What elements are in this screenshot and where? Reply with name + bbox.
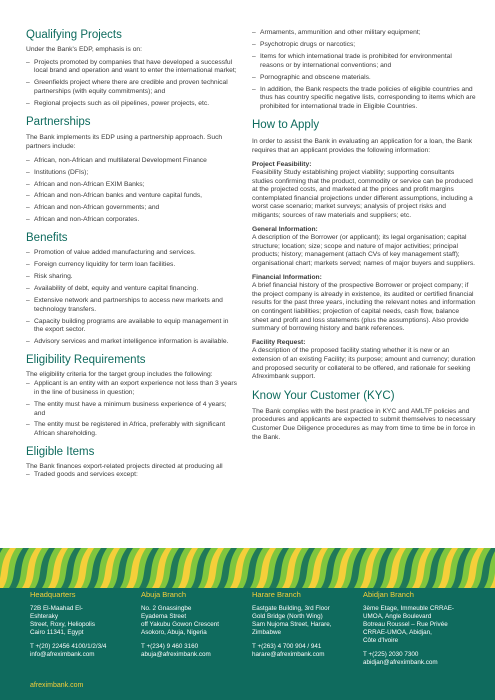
office-address-line: Zimbabwe bbox=[252, 629, 282, 636]
office-name: Abidjan Branch bbox=[363, 590, 414, 599]
list-item: – The entity must be registered in Africa, preferably with significant African shareholding. bbox=[26, 421, 238, 438]
office-address-line: Sam Nujoma Street, Harare, bbox=[252, 621, 332, 628]
right-column bbox=[252, 0, 476, 442]
office-phone: T +(20) 22456 4100/1/2/3/4 bbox=[30, 643, 107, 650]
office-address-line: UMOA, Angle Boulevard bbox=[363, 613, 432, 620]
office-address-line: Gold Bridge (North Wing) bbox=[252, 613, 323, 620]
project-feasibility-body: Feasibility Study establishing project viability; supporting consultants studies confirming that the product, commodity or service can be produced at the projected costs, and marketed at the prices and profit margins contemplated financial projections under different assumptions, including a worst case scenario; market surveys; analysis of project risks and mitigants; sources of raw materials and suppliers; etc. bbox=[252, 169, 473, 220]
list-item: – Institutions (DFIs); bbox=[26, 169, 238, 178]
list-item: – The entity must have a minimum business experience of 4 years; and bbox=[26, 401, 238, 418]
office-address-line: off Yakubu Gowon Crescent bbox=[141, 621, 220, 628]
benefits-list bbox=[26, 249, 238, 347]
facility-request-heading: Facility Request: bbox=[252, 338, 306, 346]
list-item: – African and non-African EXIM Banks; bbox=[26, 181, 238, 190]
office-address-line: Eastgate Building, 3rd Floor bbox=[252, 605, 330, 612]
list-item: – African, non-African and multilateral Development Finance bbox=[26, 157, 238, 166]
office-address-line: CRRAE-UMOA, Abidjan, bbox=[363, 629, 432, 636]
office-address-line: Eyadema Street bbox=[141, 613, 187, 620]
general-information-body: A description of the Borrower (or applicant); its legal organisation; capital structure; location; size; scope and nature of major activities; principal products; history; management (attach CVs of key management staff); organisational chart; markets served; names of major buyers and suppliers. bbox=[252, 234, 476, 268]
partnerships-intro: The Bank implements its EDP using a partnership approach. Such partners include: bbox=[26, 134, 223, 150]
office-phone: T +(225) 2030 7300 bbox=[363, 651, 419, 658]
office-address-line: Street, Roxy, Heliopolis bbox=[30, 621, 95, 628]
partnerships-list bbox=[26, 157, 238, 226]
decorative-stripes bbox=[0, 548, 495, 588]
office-email-link[interactable]: abidjan@afreximbank.com bbox=[363, 659, 438, 666]
qualifying-projects-heading: Qualifying Projects bbox=[26, 29, 122, 41]
eligibility-intro: The eligibility criteria for the target group includes the following: bbox=[26, 370, 213, 378]
office-address-line: Cairo 11341, Egypt bbox=[30, 629, 84, 636]
office-name: Harare Branch bbox=[252, 590, 301, 599]
list-item: – Availability of debt, equity and venture capital financing. bbox=[26, 285, 238, 294]
kyc-heading: Know Your Customer (KYC) bbox=[252, 389, 395, 402]
list-item: – Armaments, ammunition and other military equipment; bbox=[252, 29, 476, 38]
eligible-items-intro: The Bank finances export-related projects directed at producing all bbox=[26, 462, 223, 470]
office-address-line: 3ème Etage, Immeuble CRRAE- bbox=[363, 605, 454, 612]
eligibility-heading: Eligibility Requirements bbox=[26, 353, 146, 366]
list-item: – Regional projects such as oil pipelines, power projects, etc. bbox=[26, 100, 238, 109]
list-item: – African and non-African banks and venture capital funds, bbox=[26, 192, 238, 201]
kyc-body: The Bank complies with the best practice in KYC and AMLTF policies and procedures and applicants are expected to submit themselves to necessary Customer Due Diligence procedures as may from time to time be in force in the Bank. bbox=[252, 407, 476, 441]
list-item: – African and non-African governments; and bbox=[26, 204, 238, 213]
office-address-line: Asokoro, Abuja, Nigeria bbox=[141, 629, 207, 636]
office-name: Headquarters bbox=[30, 590, 76, 599]
office-email-link[interactable]: info@afreximbank.com bbox=[30, 651, 95, 658]
office-email-link[interactable]: harare@afreximbank.com bbox=[252, 651, 325, 658]
eligible-items-list bbox=[26, 471, 238, 480]
how-to-apply-intro: In order to assist the Bank in evaluating an application for a loan, the Bank requires that an applicant provides the following information: bbox=[252, 138, 473, 154]
partnerships-heading: Partnerships bbox=[26, 116, 91, 129]
list-item: – African and non-African corporates. bbox=[26, 216, 238, 225]
list-item: – Promotion of value added manufacturing and services. bbox=[26, 249, 238, 258]
qualifying-intro: Under the Bank's EDP, emphasis is on: bbox=[26, 46, 143, 53]
list-item: – Extensive network and partnerships to access new markets and technology transfers. bbox=[26, 297, 238, 314]
project-feasibility-heading: Project Feasibility: bbox=[252, 160, 312, 168]
office-address-line: Côte d'Ivoire bbox=[363, 637, 399, 644]
list-item: – Psychotropic drugs or narcotics; bbox=[252, 41, 476, 50]
list-item: – In addition, the Bank respects the trade policies of eligible countries and thus has country specific negative lists, corresponding to items which are prohibited for international trade in Eligible Countries. bbox=[252, 86, 476, 112]
list-item: – Advisory services and market intelligence information is available. bbox=[26, 338, 238, 347]
office-phone: T +(234) 9 460 3160 bbox=[141, 643, 199, 650]
office-abuja bbox=[141, 590, 241, 659]
exclusions-list bbox=[252, 29, 476, 111]
list-item: – Greenfields project where there are credible and proven technical partnerships (with equity commitments); and bbox=[26, 79, 238, 96]
office-name: Abuja Branch bbox=[141, 590, 187, 599]
office-abidjan bbox=[363, 590, 473, 667]
financial-information-heading: Financial Information: bbox=[252, 273, 322, 281]
list-item: – Foreign currency liquidity for term loan facilities. bbox=[26, 261, 238, 270]
office-email-link[interactable]: abuja@afreximbank.com bbox=[141, 651, 211, 658]
list-item: – Traded goods and services except: bbox=[26, 471, 238, 480]
office-address-line: 72B El-Maahad El-Eshteraky bbox=[30, 605, 83, 620]
list-item: – Risk sharing. bbox=[26, 273, 238, 282]
list-item: – Applicant is an entity with an export experience not less than 3 years in the line of business in question; bbox=[26, 380, 238, 397]
list-item: – Capacity building programs are available to equip management in the export sector. bbox=[26, 318, 238, 335]
list-item: – Projects promoted by companies that have developed a successful local brand and operation and want to enter the international market; bbox=[26, 59, 238, 76]
office-phone: T +(263) 4 700 904 / 941 bbox=[252, 643, 322, 650]
website-link[interactable]: afreximbank.com bbox=[30, 682, 84, 689]
benefits-heading: Benefits bbox=[26, 232, 68, 245]
left-column bbox=[26, 0, 238, 483]
how-to-apply-heading: How to Apply bbox=[252, 119, 320, 132]
eligibility-list bbox=[26, 380, 238, 438]
facility-request-body: A description of the proposed facility stating whether it is new or an extension of an existing Facility; its purpose; amount and currency; duration and proposed security or collateral to be offered, and rationale for seeking Afreximbank support. bbox=[252, 347, 476, 381]
financial-information-body: A brief financial history of the prospective Borrower or project company; if the project company is already in existence, its audited or certified financial results for the past three years, including the relevant notes and information on contingent liabilities; projection of capital needs, cash flow, balance sheet and profit and loss statements (plus the assumptions). Also provide summary of borrowing history and bank references. bbox=[252, 282, 476, 333]
list-item: – Items for which international trade is prohibited for environmental reasons or by international conventions; and bbox=[252, 53, 476, 70]
eligible-items-heading: Eligible Items bbox=[26, 445, 95, 458]
qualifying-list bbox=[26, 59, 238, 109]
general-information-heading: General Information: bbox=[252, 225, 318, 233]
list-item: – Pornographic and obscene materials. bbox=[252, 74, 476, 83]
footer bbox=[0, 548, 495, 700]
office-address-line: Botreau Roussel – Rue Privée bbox=[363, 621, 448, 628]
office-harare bbox=[252, 590, 352, 659]
office-headquarters bbox=[30, 590, 110, 659]
office-address-line: No. 2 Gnassingbe bbox=[141, 605, 192, 612]
